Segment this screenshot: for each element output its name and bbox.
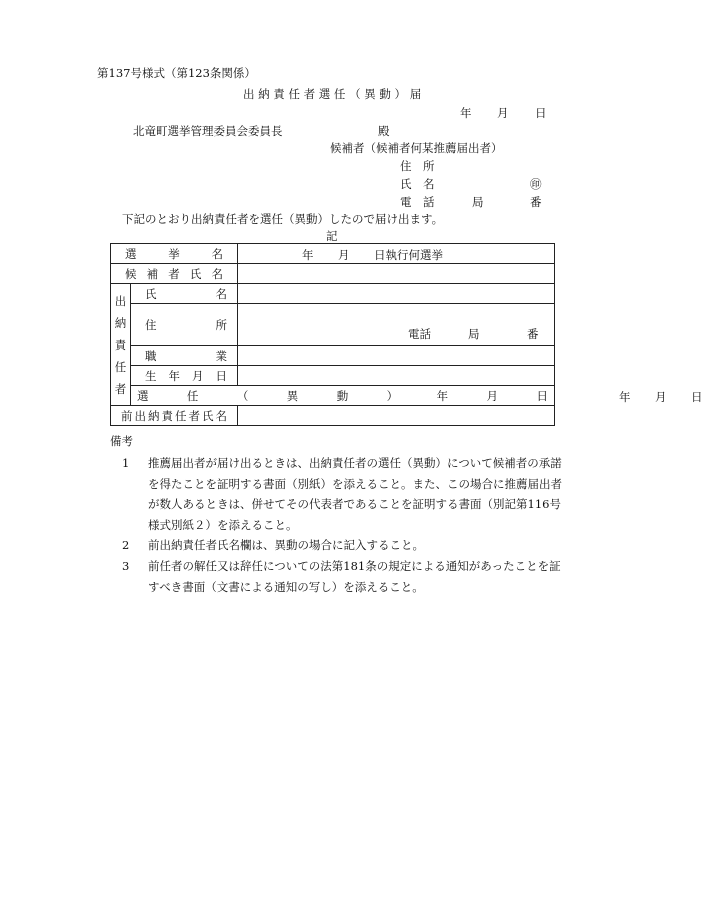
candidate-name-field[interactable] bbox=[238, 264, 555, 284]
form-number: 第137号様式（第123条関係） bbox=[97, 66, 256, 80]
election-label: 選挙名 bbox=[125, 246, 223, 261]
appoint-year: 年 bbox=[619, 390, 631, 404]
page-title: 出 納 責 任 者 選 任 （ 異 動 ） 届 bbox=[243, 87, 422, 101]
row-treasurer-name bbox=[111, 284, 555, 304]
row-election bbox=[111, 244, 555, 264]
note-number: 1 bbox=[122, 456, 130, 470]
treasurer-job-field[interactable] bbox=[238, 346, 555, 366]
election-value[interactable] bbox=[238, 244, 555, 264]
address-label: 住 所 bbox=[400, 159, 435, 173]
row-previous-treasurer bbox=[111, 406, 555, 426]
previous-treasurer-label: 前出納責任者氏名 bbox=[121, 408, 227, 423]
treasurer-char-5: 者 bbox=[114, 381, 127, 396]
submitter-label: 候補者（候補者何某推薦届出者） bbox=[330, 141, 503, 155]
note-text: 前任者の解任又は辞任についての法第181条の規定による通知があったことを証すべき書面（文書による通知の写し）を添えること。 bbox=[148, 559, 561, 594]
election-month: 月 bbox=[338, 248, 350, 262]
row-treasurer-address bbox=[111, 304, 555, 346]
note-item-3 bbox=[122, 556, 567, 597]
phone-label: 電 話 bbox=[400, 195, 435, 209]
treasurer-char-3: 責 bbox=[114, 337, 127, 352]
treasurer-birth-field[interactable] bbox=[238, 366, 555, 386]
election-year: 年 bbox=[302, 248, 314, 262]
notification-table bbox=[110, 243, 703, 426]
appoint-date-label: 選任（異動）年月日 bbox=[137, 388, 548, 403]
treasurer-address-label: 住所 bbox=[145, 317, 227, 332]
treasurer-char-1: 出 bbox=[114, 293, 127, 308]
date-day: 日 bbox=[535, 106, 547, 120]
note-text: 推薦届出者が届け出るときは、出納責任者の選任（異動）について候補者の承諾を得たことを証明する書面（別紙）を添えること。また、この場合に推薦届出者が数人あるときは、併せてその代表者であることを証明する書面（別記第116号様式別紙２）を添えること。 bbox=[148, 456, 562, 532]
note-text: 前出納責任者氏名欄は、異動の場合に記入すること。 bbox=[148, 538, 424, 552]
row-candidate bbox=[111, 264, 555, 284]
intro-text: 下記のとおり出納責任者を選任（異動）したので届け出ます。 bbox=[122, 212, 444, 226]
ki-mark: 記 bbox=[326, 229, 338, 243]
treasurer-address-field[interactable] bbox=[238, 304, 555, 346]
treasurer-char-2: 納 bbox=[114, 315, 127, 330]
note-number: 2 bbox=[122, 538, 130, 552]
appoint-month: 月 bbox=[655, 390, 667, 404]
appoint-day: 日 bbox=[691, 390, 703, 404]
row-treasurer-job bbox=[111, 346, 555, 366]
addressee: 北竜町選挙管理委員会委員長 bbox=[133, 124, 283, 138]
treasurer-job-label: 職業 bbox=[145, 348, 227, 363]
previous-treasurer-field[interactable] bbox=[238, 406, 555, 426]
phone-office: 局 bbox=[472, 195, 484, 209]
treasurer-phone-number: 番 bbox=[527, 327, 539, 341]
note-item-1 bbox=[122, 453, 567, 535]
date-year: 年 bbox=[460, 106, 472, 120]
treasurer-phone-label: 電話 bbox=[408, 327, 431, 341]
treasurer-phone-office: 局 bbox=[468, 327, 480, 341]
note-number: 3 bbox=[122, 559, 130, 573]
date-month: 月 bbox=[497, 106, 509, 120]
honorific: 殿 bbox=[378, 124, 390, 138]
notes-heading: 備考 bbox=[110, 434, 133, 448]
row-appoint-date bbox=[111, 386, 555, 406]
row-treasurer-birth bbox=[111, 366, 555, 386]
election-suffix: 日執行何選挙 bbox=[374, 248, 443, 262]
treasurer-column-label bbox=[111, 284, 131, 406]
candidate-label: 候補者氏名 bbox=[125, 266, 223, 281]
name-label: 氏 名 bbox=[400, 177, 435, 191]
treasurer-name-field[interactable] bbox=[238, 284, 555, 304]
treasurer-char-4: 任 bbox=[114, 359, 127, 374]
phone-number: 番 bbox=[530, 195, 542, 209]
seal-mark: ㊞ bbox=[530, 177, 542, 191]
treasurer-name-label: 氏名 bbox=[145, 286, 227, 301]
treasurer-birth-label: 生年月日 bbox=[145, 368, 227, 383]
note-item-2 bbox=[122, 535, 567, 556]
